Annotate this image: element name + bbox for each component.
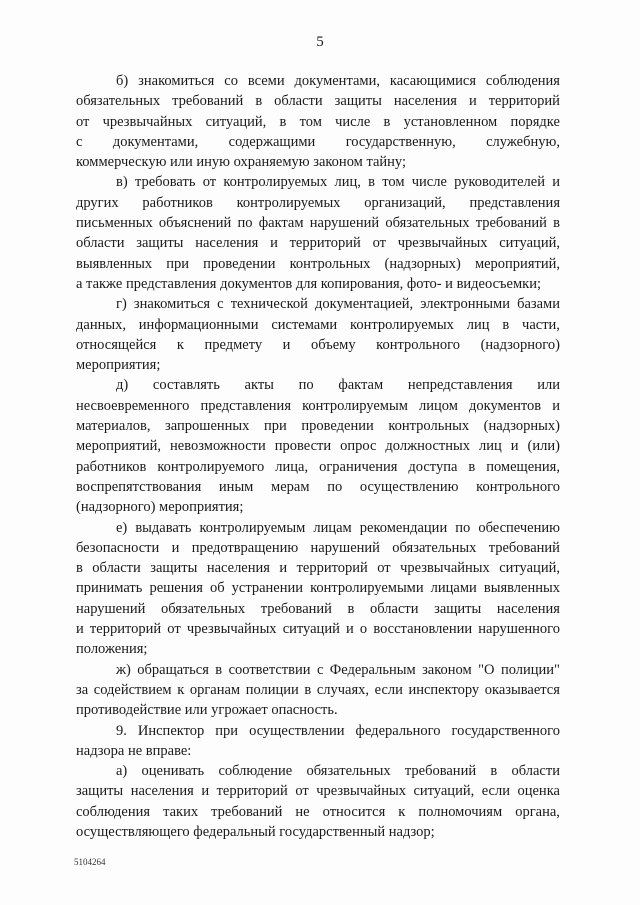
document-code: 5104264 [74, 857, 106, 867]
text-line: д) составлять акты по фактам непредставления или [116, 377, 560, 394]
text-line: области защиты населения и территорий от чрезвычайных ситуаций, [76, 235, 560, 252]
text-line: данных, информационными системами контролируемых лиц в части, [76, 316, 560, 333]
text-line: с документами, содержащими государственную, служебную, [76, 133, 560, 150]
text-line: е) выдавать контролируемым лицам рекомендации по обеспечению [116, 519, 560, 536]
text-line: и территорий от чрезвычайных ситуаций и о восстановлении нарушенного [76, 621, 560, 638]
text-line: мероприятия; [76, 357, 161, 374]
text-line: в) требовать от контролируемых лиц, в том числе руководителей и [116, 174, 560, 191]
text-line: г) знакомиться с технической документацией, электронными базами [116, 296, 560, 313]
paragraph-g [76, 294, 560, 375]
text-line: принимать решения об устранении контролируемыми лицами выявленных [76, 580, 560, 597]
text-line: противодействие или угрожает опасность. [76, 702, 338, 719]
text-line: от чрезвычайных ситуаций, в том числе в установленном порядке [76, 113, 560, 130]
text-line: воспрепятствования иным мерам по осуществлению контрольного [76, 478, 560, 495]
text-line: материалов, запрошенных при проведении контрольных (надзорных) [76, 418, 560, 435]
text-line: (надзорного) мероприятия; [76, 499, 244, 516]
text-line: а также представления документов для копирования, фото- и видеосъемки; [76, 275, 541, 292]
text-line: нарушений обязательных требований в области защиты населения [76, 600, 560, 617]
paragraph-zh [76, 660, 560, 721]
text-line: надзора не вправе: [76, 742, 192, 759]
page-number: 5 [316, 34, 324, 50]
text-line: осуществляющего федеральный государственный надзор; [76, 823, 435, 840]
paragraph-p9 [76, 721, 560, 762]
paragraph-v [76, 172, 560, 294]
text-line: безопасности и предотвращению нарушений обязательных требований [76, 539, 560, 556]
text-line: обязательных требований в области защиты населения и территорий [76, 93, 560, 110]
text-line: других работников контролируемых организаций, представления [76, 194, 560, 211]
paragraph-a [76, 761, 560, 842]
text-line: б) знакомиться со всеми документами, касающимися соблюдения [116, 73, 560, 89]
paragraph-b [76, 71, 560, 172]
text-line: а) оценивать соблюдение обязательных требований в области [116, 763, 560, 780]
text-line: 9. Инспектор при осуществлении федерального государственного [116, 722, 560, 739]
paragraph-e [76, 518, 560, 660]
text-line: соблюдения таких требований не относится к полномочиям органа, [76, 803, 560, 820]
text-line: коммерческую или иную охраняемую законом тайну; [76, 154, 407, 171]
text-line: выявленных при проведении контрольных (надзорных) мероприятий, [76, 255, 560, 272]
text-line: работников контролируемого лица, ограничения доступа в помещения, [76, 458, 560, 475]
text-line: ж) обращаться в соответствии с Федеральным законом "О полиции" [116, 661, 560, 678]
text-line: за содействием к органам полиции в случаях, если инспектору оказывается [76, 681, 560, 698]
paragraph-d [76, 375, 560, 517]
text-line: несвоевременного представления контролируемым лицом документов и [76, 397, 560, 414]
text-line: относящейся к предмету и объему контрольного (надзорного) [76, 336, 560, 353]
text-line: письменных объяснений по фактам нарушений обязательных требований в [76, 215, 560, 232]
text-line: положения; [76, 641, 148, 658]
text-line: мероприятий, невозможности провести опрос должностных лиц и (или) [76, 438, 560, 455]
document-body [76, 71, 560, 842]
text-line: в области защиты населения и территорий от чрезвычайных ситуаций, [76, 560, 560, 577]
text-line: защиты населения и территорий от чрезвычайных ситуаций, если оценка [76, 783, 560, 800]
